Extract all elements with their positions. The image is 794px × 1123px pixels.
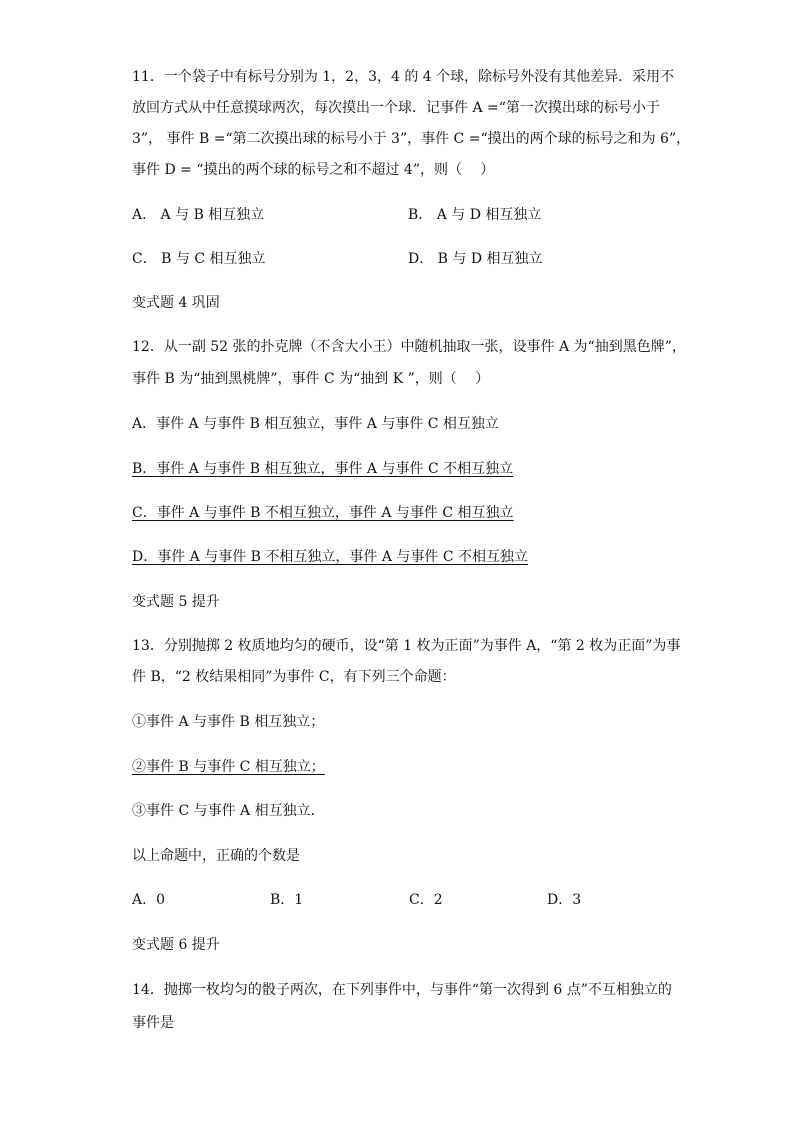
q11-line-4: 事件 D = “摸出的两个球的标号之和不超过 4”，则（ ） — [132, 162, 495, 178]
q13-proposition-3: ③事件 C 与事件 A 相互独立． — [132, 803, 325, 819]
q12-option-a: A．事件 A 与事件 B 相互独立，事件 A 与事件 C 相互独立 — [132, 416, 499, 432]
q13-proposition-2: ②事件 B 与事件 C 相互独立； — [132, 759, 325, 775]
q11-line-3: 3”， 事件 B =“第二次摸出球的标号小于 3”，事件 C =“摸出的两个球的标号之和为 6”， — [132, 131, 691, 147]
q13-option-d: D．3 — [547, 892, 582, 908]
q13-option-a: A．0 — [132, 892, 166, 908]
q12-line-1: 12．从一副 52 张的扑克牌（不含大小王）中随机抽取一张，设事件 A 为“抽到黑色牌”， — [132, 339, 686, 355]
q14-line-2: 事件是 — [132, 1015, 174, 1031]
q12-option-d: D．事件 A 与事件 B 不相互独立，事件 A 与事件 C 不相互独立 — [132, 549, 529, 565]
section-heading-5: 变式题 5 提升 — [132, 594, 220, 610]
q13-line-2: 件 B，“2 枚结果相同”为事件 C，有下列三个命题： — [132, 669, 456, 685]
q11-option-d: D． B 与 D 相互独立 — [408, 251, 543, 267]
q11-option-a: A． A 与 B 相互独立 — [132, 207, 265, 223]
q12-option-b: B．事件 A 与事件 B 相互独立，事件 A 与事件 C 不相互独立 — [132, 461, 514, 477]
q13-proposition-1: ①事件 A 与事件 B 相互独立； — [132, 714, 325, 730]
section-heading-4: 变式题 4 巩固 — [132, 295, 220, 311]
section-heading-6: 变式题 6 提升 — [132, 937, 220, 953]
q12-line-2: 事件 B 为“抽到黑桃牌”，事件 C 为“抽到 K ”，则（ ） — [132, 371, 490, 387]
q11-line-2: 放回方式从中任意摸球两次，每次摸出一个球．记事件 A =“第一次摸出球的标号小于 — [132, 100, 660, 116]
q12-option-c: C．事件 A 与事件 B 不相互独立，事件 A 与事件 C 相互独立 — [132, 505, 514, 521]
q11-option-c: C． B 与 C 相互独立 — [132, 251, 266, 267]
q14-line-1: 14．抛掷一枚均匀的骰子两次，在下列事件中，与事件“第一次得到 6 点”不互相独立的 — [132, 982, 672, 998]
q11-option-b: B． A 与 D 相互独立 — [408, 207, 542, 223]
q13-line-1: 13．分别抛掷 2 枚质地均匀的硬币，设“第 1 枚为正面”为事件 A，“第 2 枚为正面”为事 — [132, 638, 681, 654]
q13-question: 以上命题中，正确的个数是 — [132, 848, 300, 864]
q11-line-1: 11．一个袋子中有标号分别为 1，2，3，4 的 4 个球，除标号外没有其他差异．采用不 — [132, 69, 675, 85]
q13-option-b: B．1 — [270, 892, 304, 908]
q13-option-c: C．2 — [409, 892, 443, 908]
